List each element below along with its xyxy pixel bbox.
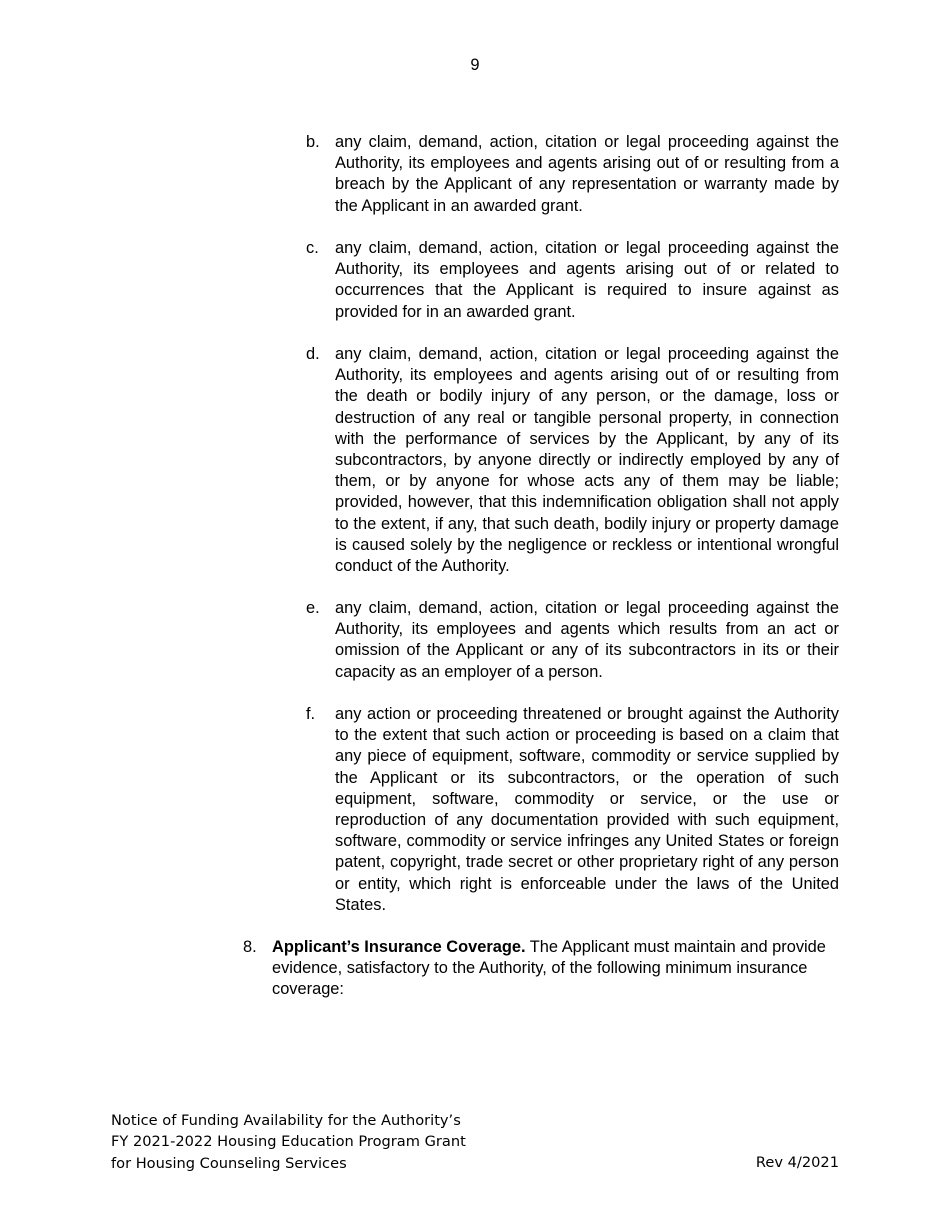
section-heading: Applicant’s Insurance Coverage. — [272, 938, 526, 956]
footer-line-1: Notice of Funding Availability for the Authority’s — [111, 1112, 461, 1129]
footer-revision: Rev 4/2021 — [755, 1154, 839, 1171]
list-item-b — [306, 132, 839, 217]
page-number: 9 — [470, 56, 480, 74]
list-item-text: any action or proceeding threatened or brought against the Authority to the extent that such action or proceeding is based on a claim that any piece of equipment, software, commodity or service supplied by the Applicant or its subcontractors, or the operation of such equipment, software, commodity or service, or the use or reproduction of any documentation provided with such equipment, software, commodity or service infringes any United States or foreign patent, copyright, trade secret or other proprietary right of any person or entity, which right is enforceable under the laws of the United States. — [335, 705, 839, 914]
section-body — [272, 937, 832, 1001]
section-number: 8. — [243, 938, 257, 956]
section-text: The Applicant must maintain and provide evidence, satisfactory to the Authority, of the following minimum insurance coverage: — [272, 938, 826, 999]
footer-line-2: FY 2021-2022 Housing Education Program Grant — [111, 1133, 466, 1151]
list-item-text: any claim, demand, action, citation or legal proceeding against the Authority, its employees and agents arising out of or related to occurrences that the Applicant is required to insure against as provided for in an awarded grant. — [335, 239, 839, 321]
list-marker: b. — [306, 133, 320, 151]
list-item-text: any claim, demand, action, citation or legal proceeding against the Authority, its employees and agents arising out of or resulting from a breach by the Applicant of any representation or warranty made by the Applicant in an awarded grant. — [335, 133, 839, 215]
list-marker: e. — [306, 599, 320, 617]
footer-document-title — [111, 1110, 466, 1174]
list-marker: f. — [306, 705, 316, 723]
section-insurance-coverage — [243, 937, 843, 1001]
list-item-f — [306, 704, 839, 916]
list-marker: c. — [306, 239, 319, 257]
list-item-e — [306, 598, 839, 683]
list-marker: d. — [306, 345, 320, 363]
list-item-text: any claim, demand, action, citation or legal proceeding against the Authority, its employees and agents which results from an act or omission of the Applicant or any of its subcontractors in its or their capacity as an employer of a person. — [335, 599, 839, 681]
list-item-c — [306, 238, 839, 323]
footer-line-3: for Housing Counseling Services — [111, 1154, 347, 1172]
list-item-text: any claim, demand, action, citation or legal proceeding against the Authority, its employees and agents arising out of or resulting from the death or bodily injury of any person, or the damage, loss or destruction of any real or tangible personal property, in connection with the performance of services by the Applicant, by any of its subcontractors, by anyone directly or indirectly employed by any of them, or by anyone for whose acts any of them may be liable; provided, however, that this indemnification obligation shall not apply to the extent, if any, that such death, bodily injury or property damage is caused solely by the negligence or reckless or intentional wrongful conduct of the Authority. — [335, 345, 839, 576]
list-item-d — [306, 344, 839, 577]
